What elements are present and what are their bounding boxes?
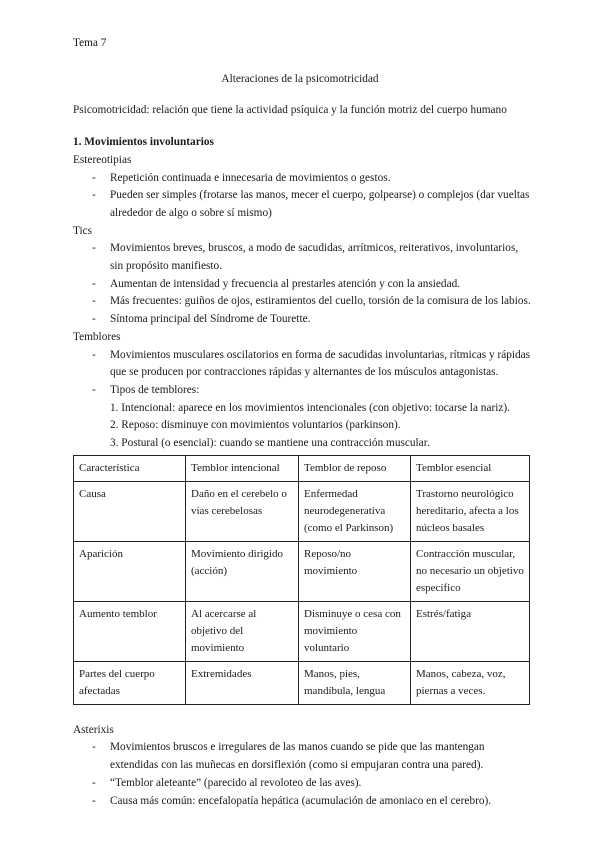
definition-text: Psicomotricidad: relación que tiene la actividad psíquica y la función motriz del cuerpo humano bbox=[73, 104, 507, 117]
table-cell: Contracción muscular, no necesario un objetivo específico bbox=[411, 541, 530, 601]
table-cell: Manos, pies, mandíbula, lengua bbox=[299, 661, 411, 704]
table-header-cell: Característica bbox=[74, 455, 186, 481]
table-row bbox=[74, 541, 530, 601]
subheading-estereotipias: Estereotipias bbox=[73, 153, 132, 166]
table-cell: Extremidades bbox=[186, 661, 299, 704]
table-row bbox=[74, 481, 530, 541]
table-cell: Aumento temblor bbox=[74, 601, 186, 661]
list-item: - Causa más común: encefalopatía hepática (acumulación de amoniaco en el cerebro). bbox=[73, 793, 533, 811]
tremor-type-item: 3. Postural (o esencial): cuando se mantiene una contracción muscular. bbox=[110, 437, 430, 450]
asterixis-section bbox=[73, 722, 533, 811]
dash-bullet-icon: - bbox=[92, 776, 96, 789]
list-item: - “Temblor aleteante” (parecido al revoloteo de las aves). bbox=[73, 775, 533, 793]
subheading-tics: Tics bbox=[73, 224, 93, 237]
table-header-cell: Temblor de reposo bbox=[299, 455, 411, 481]
list-item: - Aumentan de intensidad y frecuencia al prestarles atención y con la ansiedad. bbox=[73, 276, 533, 294]
dash-bullet-icon: - bbox=[92, 348, 96, 361]
table-row bbox=[74, 661, 530, 704]
table-cell: Estrés/fatiga bbox=[411, 601, 530, 661]
table-cell: Aparición bbox=[74, 541, 186, 601]
list-item: - Pueden ser simples (frotarse las manos, mecer el cuerpo, golpearse) o complejos (dar vueltas alrededor de algo o sobre sí mismo) bbox=[92, 189, 530, 219]
table-cell: Al acercarse al objetivo del movimiento bbox=[186, 601, 299, 661]
table-header-cell: Temblor intencional bbox=[186, 455, 299, 481]
table-cell: Disminuye o cesa con movimiento voluntario bbox=[299, 601, 411, 661]
section-involuntary-movements bbox=[73, 134, 533, 453]
table-cell: Causa bbox=[74, 481, 186, 541]
dash-bullet-icon: - bbox=[92, 383, 96, 396]
list-item: - Más frecuentes: guiños de ojos, estiramientos del cuello, torsión de la comisura de los labios. bbox=[73, 293, 533, 311]
list-item: - Síntoma principal del Síndrome de Tourette. bbox=[73, 311, 533, 329]
dash-bullet-icon: - bbox=[92, 741, 96, 754]
table-cell: Manos, cabeza, voz, piernas a veces. bbox=[411, 661, 530, 704]
table-cell: Reposo/no movimiento bbox=[299, 541, 411, 601]
dash-bullet-icon: - bbox=[92, 277, 96, 290]
table-cell: Daño en el cerebelo o vías cerebelosas bbox=[186, 481, 299, 541]
dash-bullet-icon: - bbox=[92, 295, 96, 308]
subheading-asterixis: Asterixis bbox=[73, 723, 114, 736]
list-item: - Movimientos musculares oscilatorios en forma de sacudidas involuntarias, rítmicas y rápidas que se producen por contracciones rápidas y alternantes de los músculos antagonistas. bbox=[92, 348, 531, 379]
dash-bullet-icon: - bbox=[92, 189, 96, 202]
page-title: Alteraciones de la psicomotricidad bbox=[221, 72, 379, 85]
tremor-type-item: 2. Reposo: disminuye con movimientos voluntarios (parkinson). bbox=[110, 419, 401, 432]
table-cell: Partes del cuerpo afectadas bbox=[74, 661, 186, 704]
dash-bullet-icon: - bbox=[92, 171, 96, 184]
dash-bullet-icon: - bbox=[92, 794, 96, 807]
table-cell: Enfermedad neurodegenerativa (como el Parkinson) bbox=[299, 481, 411, 541]
tremor-comparison-table bbox=[73, 455, 530, 705]
dash-bullet-icon: - bbox=[92, 313, 96, 326]
tremor-type-item: 1. Intencional: aparece en los movimientos intencionales (con objetivo: tocarse la nariz). bbox=[110, 401, 510, 414]
table-cell: Trastorno neurológico hereditario, afecta a los núcleos basales bbox=[411, 481, 530, 541]
list-item: - Movimientos breves, bruscos, a modo de sacudidas, arrítmicos, reiterativos, involuntarios, sin propósito manifiesto. bbox=[92, 242, 519, 273]
table-cell: Movimiento dirigido (acción) bbox=[186, 541, 299, 601]
table-header-cell: Temblor esencial bbox=[411, 455, 530, 481]
subheading-temblores: Temblores bbox=[73, 330, 121, 343]
table-header-row bbox=[74, 455, 530, 481]
list-item: - Tipos de temblores: bbox=[73, 382, 533, 400]
list-item: - Movimientos bruscos e irregulares de las manos cuando se pide que las mantengan extendidas con las muñecas en dorsiflexión (como si empujaran contra una pared). bbox=[92, 741, 485, 772]
list-item: - Repetición continuada e innecesaria de movimientos o gestos. bbox=[73, 170, 533, 188]
table-row bbox=[74, 601, 530, 661]
topic-label: Tema 7 bbox=[73, 37, 107, 49]
dash-bullet-icon: - bbox=[92, 242, 96, 255]
section-heading: 1. Movimientos involuntarios bbox=[73, 136, 214, 149]
